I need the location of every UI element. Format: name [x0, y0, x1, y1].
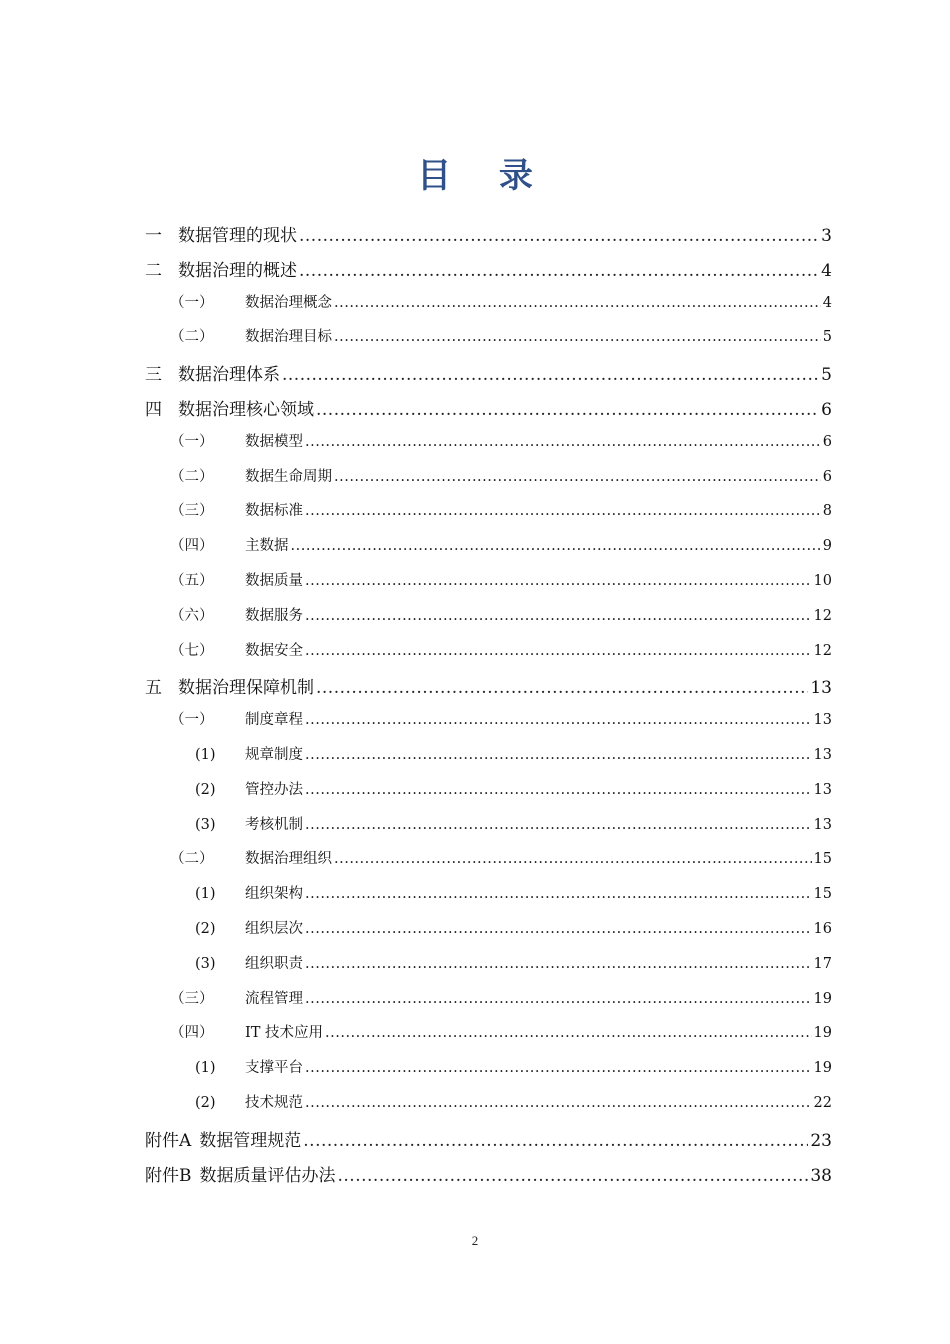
- toc-entry-title: 数据质量: [245, 573, 303, 589]
- toc-entry[interactable]: [145, 1091, 832, 1112]
- toc-leader-dots: [334, 329, 821, 345]
- toc-entry-page: 19: [813, 1060, 832, 1077]
- toc-entry[interactable]: [145, 1021, 832, 1042]
- toc-entry-title: 制度章程: [245, 712, 303, 729]
- toc-entry-title: 流程管理: [245, 990, 303, 1007]
- toc-entry-number: （三）: [170, 503, 214, 520]
- toc-leader-dots: [334, 851, 812, 867]
- toc-leader-dots: [305, 817, 812, 833]
- toc-leader-dots: [299, 261, 819, 281]
- toc-entry-title: 数据治理保障机制: [178, 678, 314, 699]
- toc-entry-page: 12: [813, 607, 832, 624]
- toc-entry-page: 15: [813, 886, 832, 903]
- toc-leader-dots: [291, 538, 821, 554]
- toc-entry-number: 附件B: [145, 1165, 192, 1186]
- toc-entry-title: 数据治理概念: [245, 294, 332, 311]
- toc-entry-title: 数据标准: [245, 503, 303, 520]
- toc-entry-number: （二）: [170, 468, 214, 485]
- toc-entry[interactable]: [145, 847, 832, 868]
- toc-entry-number: (2): [195, 781, 216, 798]
- toc-entry-page: 3: [821, 226, 832, 246]
- toc-entry-page: 4: [821, 260, 832, 281]
- toc-leader-dots: [305, 782, 812, 798]
- toc-entry-title: IT 技术应用: [245, 1025, 324, 1042]
- toc-leader-dots: [305, 991, 812, 1007]
- toc-entry[interactable]: [145, 813, 832, 834]
- toc-leader-dots: [334, 295, 821, 311]
- toc-entry-number: 四: [145, 400, 162, 420]
- toc-entry-page: 5: [821, 365, 832, 386]
- toc-leader-dots: [305, 608, 812, 624]
- toc-entry-number: （六）: [170, 607, 214, 624]
- toc-entry-number: (3): [195, 816, 216, 833]
- toc-entry-page: 15: [813, 851, 832, 868]
- toc-entry-page: 13: [810, 678, 832, 699]
- toc-entry-title: 数据治理组织: [245, 851, 332, 868]
- toc-entry-number: （五）: [170, 573, 214, 589]
- toc-entry-number: （一）: [170, 712, 214, 729]
- toc-entry-title: 数据模型: [245, 433, 303, 450]
- toc-entry[interactable]: [145, 1056, 832, 1077]
- toc-leader-dots: [305, 1060, 812, 1076]
- toc-entry-title: 主数据: [245, 538, 289, 555]
- toc-entry-title: 组织层次: [245, 921, 303, 937]
- toc-entry-number: (1): [195, 747, 216, 763]
- toc-entry-number: （四）: [170, 1025, 214, 1042]
- toc-entry-page: 4: [822, 294, 832, 311]
- toc-entry-title: 规章制度: [245, 747, 303, 763]
- toc-entry-number: 五: [145, 678, 162, 699]
- toc-leader-dots: [305, 886, 812, 902]
- toc-entry-title: 数据安全: [245, 642, 303, 659]
- toc-entry-number: 二: [145, 260, 162, 281]
- toc-leader-dots: [305, 434, 821, 450]
- toc-leader-dots: [305, 503, 821, 519]
- toc-leader-dots: [305, 712, 812, 728]
- toc-entry-title: 数据治理核心领域: [178, 400, 314, 420]
- toc-entry-number: 附件A: [145, 1130, 192, 1151]
- toc-entry-page: 23: [810, 1130, 832, 1151]
- toc-leader-dots: [305, 573, 812, 589]
- toc-entry-page: 38: [810, 1165, 832, 1186]
- toc-entry-page: 13: [813, 712, 832, 729]
- toc-entry-page: 9: [822, 538, 832, 555]
- toc-entry-number: 一: [145, 226, 162, 246]
- toc-entry-title: 技术规范: [245, 1095, 303, 1111]
- toc-entry[interactable]: [145, 534, 832, 555]
- toc-entry[interactable]: [145, 360, 832, 385]
- toc-entry[interactable]: [145, 917, 832, 938]
- toc-entry-number: （二）: [170, 329, 214, 346]
- toc-entry[interactable]: [145, 952, 832, 973]
- toc-entry[interactable]: [145, 256, 832, 281]
- toc-entry-title: 组织职责: [245, 955, 303, 972]
- toc-entry-title: 数据服务: [245, 607, 303, 624]
- toc-entry[interactable]: [145, 395, 832, 420]
- toc-entry[interactable]: [145, 708, 832, 729]
- toc-entry[interactable]: [145, 499, 832, 520]
- toc-entry[interactable]: [145, 604, 832, 625]
- page-number: 2: [471, 1233, 479, 1248]
- toc-leader-dots: [316, 678, 808, 698]
- toc-entry[interactable]: [145, 639, 832, 660]
- toc-entry[interactable]: [145, 987, 832, 1008]
- toc-entry-page: 8: [822, 503, 832, 520]
- toc-entry-number: （一）: [170, 294, 214, 311]
- toc-entry-page: 17: [813, 955, 832, 972]
- toc-entry-page: 5: [822, 329, 832, 346]
- toc-entry-page: 13: [813, 781, 832, 798]
- toc-entry-title: 数据治理目标: [245, 329, 332, 346]
- toc-leader-dots: [338, 1166, 809, 1186]
- toc-title: 目 录: [417, 156, 551, 196]
- toc-leader-dots: [305, 956, 812, 972]
- toc-entry-title: 数据质量评估办法: [199, 1165, 336, 1186]
- toc-entry[interactable]: [145, 221, 832, 246]
- toc-entry-page: 6: [821, 400, 832, 420]
- toc-entry-number: （一）: [170, 433, 214, 450]
- toc-entry-page: 13: [813, 747, 832, 763]
- toc-entry-title: 管控办法: [245, 781, 303, 798]
- toc-leader-dots: [334, 469, 821, 485]
- toc-entry[interactable]: [145, 291, 832, 312]
- toc-leader-dots: [299, 226, 819, 246]
- toc-entry-page: 19: [813, 1025, 832, 1042]
- toc-entry-title: 数据治理体系: [178, 365, 280, 386]
- toc-entry-page: 12: [813, 642, 832, 659]
- toc-entry-number: (2): [195, 1095, 216, 1111]
- toc-entry-number: 三: [145, 365, 162, 386]
- toc-entry-title: 数据管理规范: [199, 1130, 302, 1151]
- toc-entry-page: 22: [813, 1095, 832, 1111]
- toc-entry[interactable]: [145, 430, 832, 451]
- toc-entry-page: 10: [813, 573, 832, 589]
- toc-leader-dots: [303, 1131, 808, 1151]
- toc-entry[interactable]: [145, 1126, 832, 1151]
- toc-entry[interactable]: [145, 673, 832, 698]
- toc-entry-page: 13: [813, 816, 832, 833]
- toc-entry-number: (1): [195, 886, 216, 903]
- toc-entry-number: (1): [195, 1060, 216, 1077]
- toc-entry-title: 数据生命周期: [245, 468, 332, 485]
- toc-leader-dots: [305, 921, 812, 937]
- toc-entry-title: 考核机制: [245, 816, 303, 833]
- toc-entry[interactable]: [145, 569, 832, 590]
- toc-leader-dots: [325, 1025, 812, 1041]
- toc-entry[interactable]: [145, 882, 832, 903]
- toc-entry-title: 组织架构: [245, 886, 303, 903]
- toc-leader-dots: [282, 365, 819, 385]
- toc-entry-page: 6: [822, 468, 832, 485]
- toc-entry-title: 支撑平台: [245, 1060, 303, 1077]
- toc-entry-title: 数据管理的现状: [178, 226, 297, 246]
- toc-leader-dots: [305, 747, 812, 763]
- toc-entry[interactable]: [145, 325, 832, 346]
- toc-entry-title: 数据治理的概述: [178, 260, 297, 281]
- toc-entry-number: （三）: [170, 990, 214, 1007]
- toc-entry[interactable]: [145, 778, 832, 799]
- toc-leader-dots: [305, 1095, 812, 1111]
- toc-entry-page: 16: [813, 921, 832, 937]
- toc-entry-number: （二）: [170, 851, 214, 868]
- toc-entry-number: (2): [195, 921, 216, 937]
- toc-entry[interactable]: [145, 743, 832, 764]
- toc-entry-number: （四）: [170, 538, 214, 555]
- toc-leader-dots: [305, 643, 812, 659]
- toc-leader-dots: [316, 400, 819, 420]
- toc-entry-page: 19: [813, 990, 832, 1007]
- toc-entry-number: （七）: [170, 642, 214, 659]
- toc-entry[interactable]: [145, 465, 832, 486]
- toc-entry-page: 6: [822, 433, 832, 450]
- toc-entry[interactable]: [145, 1161, 832, 1186]
- toc-entry-number: (3): [195, 955, 216, 972]
